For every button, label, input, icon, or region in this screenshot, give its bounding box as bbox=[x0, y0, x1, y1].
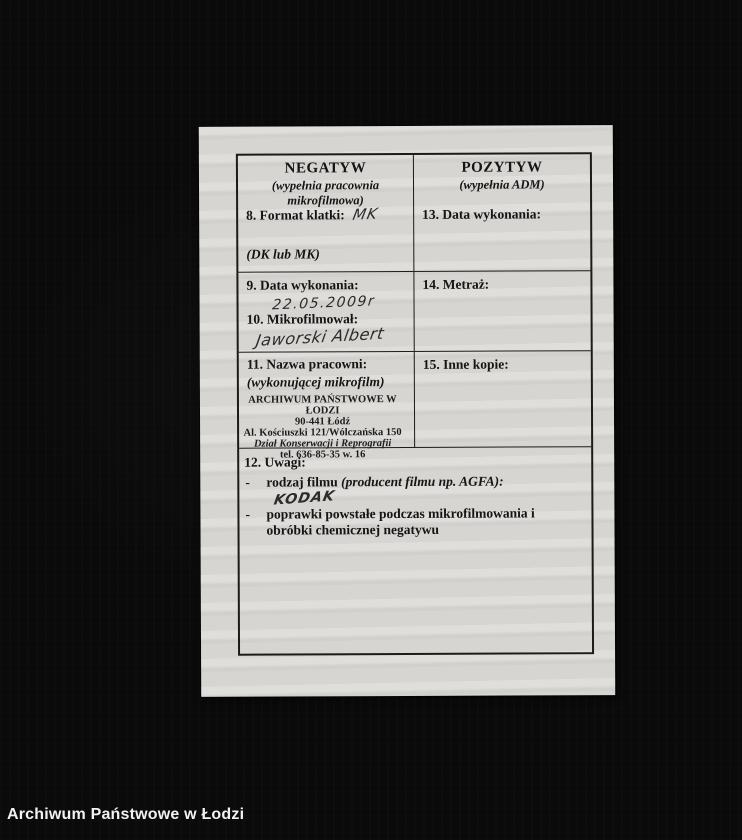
stamp-line-3: Al. Kościuszki 121/Wólczańska 150 bbox=[243, 427, 402, 439]
field8-line bbox=[246, 204, 380, 225]
stamp-line-5: tel. 636-85-35 w. 16 bbox=[279, 449, 366, 461]
pozytyw-header bbox=[414, 154, 590, 193]
form-row-1 bbox=[238, 154, 591, 273]
cell-field14 bbox=[414, 271, 590, 351]
field10-signature: Jaworski Albert bbox=[254, 323, 386, 350]
pozytyw-title: POZYTYW bbox=[461, 159, 543, 176]
form-table bbox=[236, 152, 594, 656]
field12-item1-text bbox=[266, 473, 571, 509]
field8-hint: (DK lub MK) bbox=[246, 246, 320, 262]
cell-field11 bbox=[239, 352, 415, 461]
cell-field9-10 bbox=[238, 272, 414, 352]
field8-label: 8. Format klatki: bbox=[246, 207, 345, 223]
field11-hint: (wykonującej mikrofilm) bbox=[246, 374, 385, 390]
field12-item1-handwritten-value: KODAK bbox=[272, 488, 337, 509]
field12-item1-label: rodzaj filmu bbox=[266, 474, 338, 490]
pozytyw-subtitle: (wypełnia ADM) bbox=[459, 177, 545, 192]
negatyw-header bbox=[238, 155, 413, 209]
field12-item1-note: (producent filmu np. AGFA): bbox=[341, 473, 504, 490]
cell-negatyw bbox=[238, 155, 415, 272]
field9-label: 9. Data wykonania: bbox=[246, 277, 359, 293]
cell-pozytyw bbox=[414, 154, 591, 271]
field8-handwritten-value: MK bbox=[350, 204, 380, 224]
negatyw-title: NEGATYW bbox=[284, 160, 367, 177]
field12-label: 12. Uwagi: bbox=[244, 454, 306, 470]
stamp-line-2: 90-441 Łódź bbox=[294, 416, 351, 428]
form-row-3 bbox=[239, 351, 591, 461]
field14-label: 14. Metraż: bbox=[422, 276, 490, 292]
microfilm-form-card bbox=[199, 125, 615, 697]
field12-item-corrections bbox=[245, 505, 571, 538]
field9-handwritten-value: 22.05.2009r bbox=[271, 293, 376, 314]
form-row-2 bbox=[238, 271, 590, 353]
field12-item-film-type bbox=[245, 473, 571, 509]
form-row-4 bbox=[239, 447, 592, 654]
field13-label: 13. Data wykonania: bbox=[422, 206, 542, 222]
field15-label: 15. Inne kopie: bbox=[422, 356, 509, 372]
archive-caption: Archiwum Państwowe w Łodzi bbox=[7, 806, 245, 823]
field11-label: 11. Nazwa pracowni: bbox=[246, 356, 368, 372]
stamp-line-1: ARCHIWUM PAŃSTWOWE W ŁODZI bbox=[248, 394, 397, 417]
bullet-dash: - bbox=[245, 506, 250, 522]
field10-label: 10. Mikrofilmował: bbox=[246, 311, 359, 327]
field12-item2-text: poprawki powstałe podczas mikrofilmowania i obróbki chemicznej negatywu bbox=[266, 505, 535, 538]
stamp-line-4: Dział Konserwacji i Reprografii bbox=[253, 438, 392, 450]
bullet-dash: - bbox=[245, 474, 250, 490]
negatyw-subtitle: (wypełnia pracownia mikrofilmowa) bbox=[271, 178, 380, 208]
cell-field15 bbox=[415, 351, 591, 447]
